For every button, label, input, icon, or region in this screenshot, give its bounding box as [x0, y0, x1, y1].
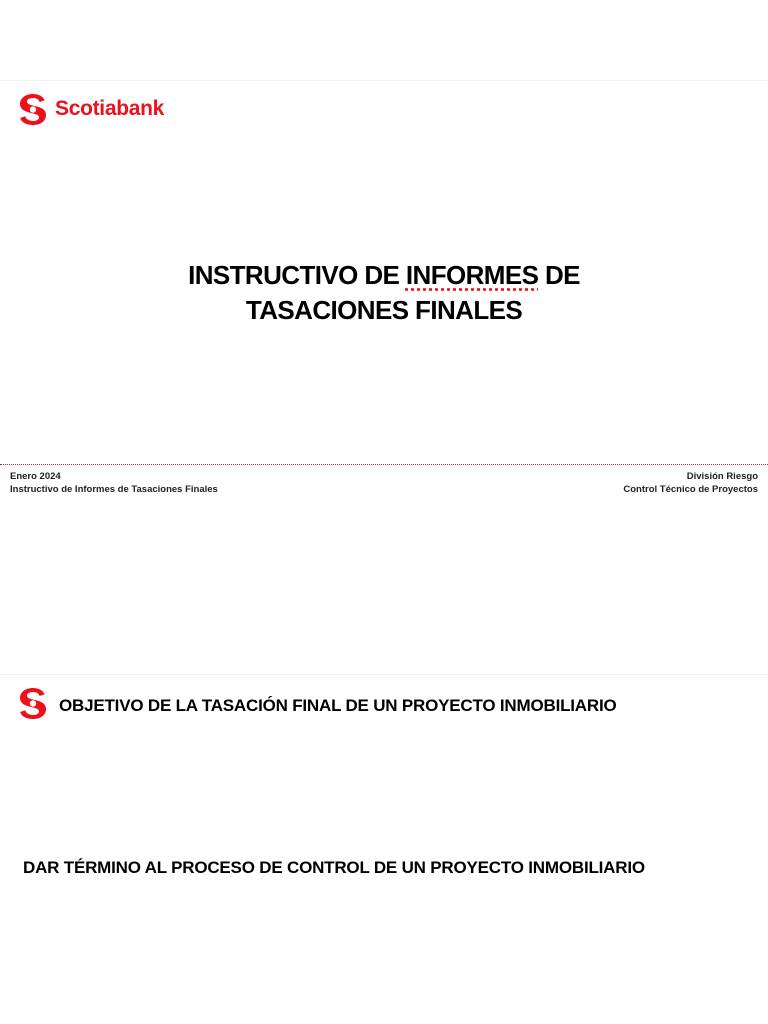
document-title — [84, 258, 684, 328]
title-line-1-end: DE — [538, 260, 580, 290]
section-heading: OBJETIVO DE LA TASACIÓN FINAL DE UN PROYECTO INMOBILIARIO — [59, 696, 617, 715]
top-rule — [0, 80, 768, 81]
footer-unit: Control Técnico de Proyectos — [623, 484, 758, 495]
footer-date: Enero 2024 — [10, 471, 61, 482]
objective-statement: DAR TÉRMINO AL PROCESO DE CONTROL DE UN PROYECTO INMOBILIARIO — [23, 858, 645, 877]
footer-division: División Riesgo — [686, 471, 758, 482]
title-underlined-word: INFORMES — [405, 260, 539, 290]
scotiabank-s-logo-icon — [18, 686, 48, 720]
cover-slide — [0, 80, 768, 496]
footer-document-name: Instructivo de Informes de Tasaciones Finales — [10, 484, 218, 495]
title-line-2: TASACIONES FINALES — [245, 295, 523, 325]
scotiabank-logo-small — [18, 686, 48, 720]
top-rule — [0, 674, 768, 675]
footer-left — [10, 470, 218, 496]
brand-name: Scotiabank — [55, 97, 165, 120]
footer-divider — [0, 464, 768, 465]
title-line-1 — [84, 258, 684, 293]
footer-right — [623, 470, 758, 496]
objective-slide — [0, 674, 768, 1024]
scotiabank-s-logo-icon — [18, 92, 48, 126]
scotiabank-logo — [18, 92, 164, 126]
title-line-1-start: INSTRUCTIVO DE — [188, 260, 406, 290]
